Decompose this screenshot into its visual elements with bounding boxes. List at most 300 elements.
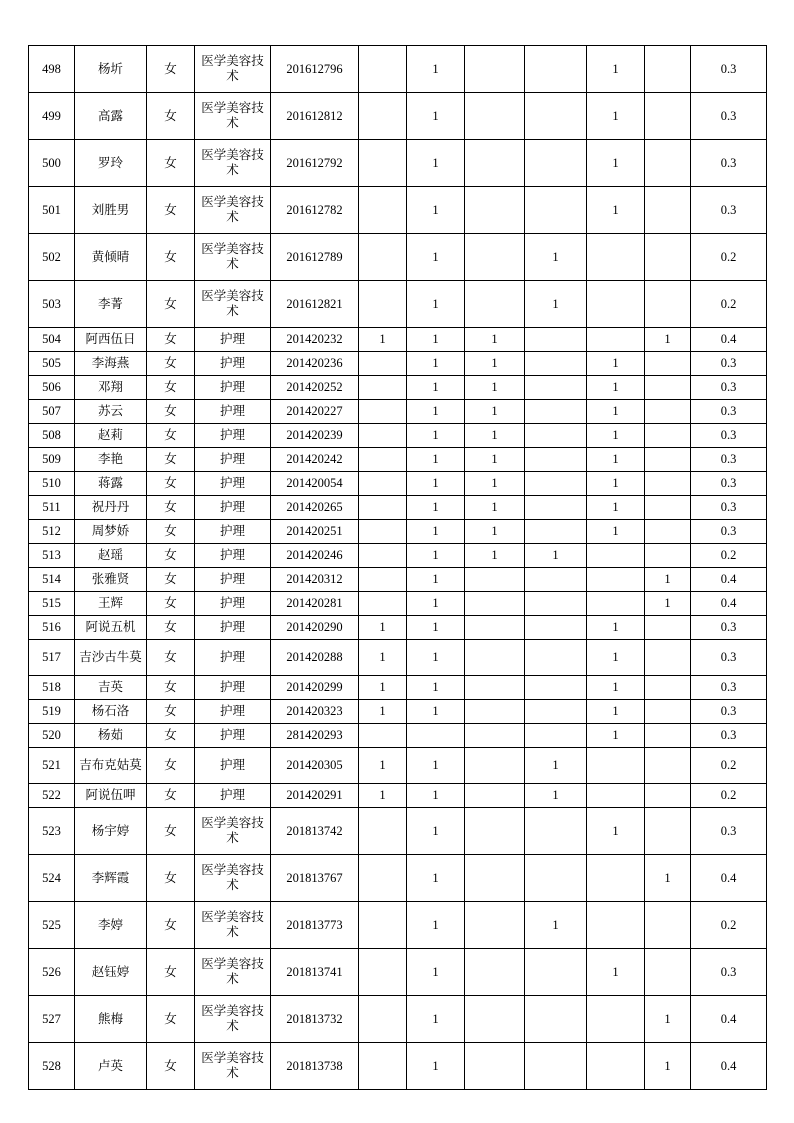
mark-col-6 — [645, 520, 691, 544]
mark-col-2: 1 — [407, 544, 465, 568]
mark-col-6 — [645, 748, 691, 784]
mark-col-6 — [645, 949, 691, 996]
mark-col-5: 1 — [587, 352, 645, 376]
mark-col-6 — [645, 234, 691, 281]
student-sex: 女 — [147, 234, 195, 281]
mark-col-2: 1 — [407, 1043, 465, 1090]
row-index: 519 — [29, 700, 75, 724]
student-id: 201612782 — [271, 187, 359, 234]
score-value: 0.3 — [691, 700, 767, 724]
student-sex: 女 — [147, 616, 195, 640]
mark-col-3 — [465, 568, 525, 592]
student-major: 医学美容技术 — [195, 902, 271, 949]
mark-col-3: 1 — [465, 472, 525, 496]
mark-col-4 — [525, 616, 587, 640]
mark-col-1: 1 — [359, 748, 407, 784]
mark-col-1 — [359, 568, 407, 592]
table-row — [29, 724, 767, 748]
student-sex: 女 — [147, 496, 195, 520]
student-name: 阿说五机 — [75, 616, 147, 640]
mark-col-5 — [587, 748, 645, 784]
score-value: 0.3 — [691, 949, 767, 996]
mark-col-6 — [645, 700, 691, 724]
score-value: 0.2 — [691, 902, 767, 949]
student-name: 张雅贤 — [75, 568, 147, 592]
mark-col-4 — [525, 328, 587, 352]
mark-col-4 — [525, 724, 587, 748]
mark-col-4: 1 — [525, 234, 587, 281]
mark-col-4 — [525, 640, 587, 676]
student-sex: 女 — [147, 724, 195, 748]
mark-col-6 — [645, 808, 691, 855]
mark-col-6 — [645, 616, 691, 640]
student-id: 201420288 — [271, 640, 359, 676]
student-major: 医学美容技术 — [195, 996, 271, 1043]
row-index: 511 — [29, 496, 75, 520]
student-name: 卢英 — [75, 1043, 147, 1090]
mark-col-5: 1 — [587, 376, 645, 400]
mark-col-5 — [587, 568, 645, 592]
mark-col-4: 1 — [525, 902, 587, 949]
row-index: 516 — [29, 616, 75, 640]
student-major: 护理 — [195, 496, 271, 520]
student-id: 201420242 — [271, 448, 359, 472]
row-index: 509 — [29, 448, 75, 472]
mark-col-2: 1 — [407, 234, 465, 281]
student-name: 高露 — [75, 93, 147, 140]
mark-col-3 — [465, 902, 525, 949]
row-index: 522 — [29, 784, 75, 808]
mark-col-2: 1 — [407, 949, 465, 996]
row-index: 515 — [29, 592, 75, 616]
table-row — [29, 234, 767, 281]
mark-col-3: 1 — [465, 448, 525, 472]
row-index: 505 — [29, 352, 75, 376]
mark-col-5 — [587, 544, 645, 568]
mark-col-5: 1 — [587, 46, 645, 93]
mark-col-1 — [359, 448, 407, 472]
mark-col-6 — [645, 472, 691, 496]
table-row — [29, 140, 767, 187]
row-index: 499 — [29, 93, 75, 140]
mark-col-4 — [525, 424, 587, 448]
mark-col-3: 1 — [465, 328, 525, 352]
score-value: 0.3 — [691, 448, 767, 472]
mark-col-1 — [359, 902, 407, 949]
mark-col-6 — [645, 140, 691, 187]
mark-col-4: 1 — [525, 544, 587, 568]
table-row — [29, 902, 767, 949]
student-sex: 女 — [147, 949, 195, 996]
mark-col-3 — [465, 616, 525, 640]
mark-col-5 — [587, 234, 645, 281]
score-value: 0.3 — [691, 496, 767, 520]
table-row — [29, 949, 767, 996]
mark-col-3 — [465, 1043, 525, 1090]
table-row — [29, 46, 767, 93]
row-index: 513 — [29, 544, 75, 568]
mark-col-6 — [645, 544, 691, 568]
mark-col-2: 1 — [407, 855, 465, 902]
student-sex: 女 — [147, 352, 195, 376]
mark-col-3 — [465, 46, 525, 93]
mark-col-4 — [525, 520, 587, 544]
student-sex: 女 — [147, 700, 195, 724]
student-sex: 女 — [147, 1043, 195, 1090]
table-row — [29, 187, 767, 234]
mark-col-3: 1 — [465, 376, 525, 400]
mark-col-2: 1 — [407, 424, 465, 448]
row-index: 510 — [29, 472, 75, 496]
mark-col-4 — [525, 855, 587, 902]
table-row — [29, 700, 767, 724]
student-sex: 女 — [147, 592, 195, 616]
row-index: 501 — [29, 187, 75, 234]
mark-col-1: 1 — [359, 640, 407, 676]
mark-col-2: 1 — [407, 592, 465, 616]
score-value: 0.4 — [691, 996, 767, 1043]
mark-col-5 — [587, 784, 645, 808]
student-name: 李菁 — [75, 281, 147, 328]
row-index: 503 — [29, 281, 75, 328]
student-id: 201612792 — [271, 140, 359, 187]
row-index: 498 — [29, 46, 75, 93]
mark-col-6 — [645, 424, 691, 448]
mark-col-3 — [465, 640, 525, 676]
student-name: 熊梅 — [75, 996, 147, 1043]
mark-col-3 — [465, 949, 525, 996]
mark-col-5: 1 — [587, 808, 645, 855]
mark-col-4 — [525, 140, 587, 187]
student-major: 医学美容技术 — [195, 1043, 271, 1090]
score-value: 0.3 — [691, 472, 767, 496]
score-value: 0.4 — [691, 328, 767, 352]
student-sex: 女 — [147, 808, 195, 855]
mark-col-4 — [525, 592, 587, 616]
row-index: 504 — [29, 328, 75, 352]
score-value: 0.3 — [691, 676, 767, 700]
mark-col-5 — [587, 855, 645, 902]
student-id: 201420291 — [271, 784, 359, 808]
student-name: 蒋露 — [75, 472, 147, 496]
mark-col-1 — [359, 855, 407, 902]
student-major: 医学美容技术 — [195, 281, 271, 328]
student-name: 刘胜男 — [75, 187, 147, 234]
score-value: 0.4 — [691, 1043, 767, 1090]
score-value: 0.2 — [691, 784, 767, 808]
table-row — [29, 93, 767, 140]
mark-col-4 — [525, 1043, 587, 1090]
mark-col-1: 1 — [359, 616, 407, 640]
mark-col-6 — [645, 93, 691, 140]
score-value: 0.3 — [691, 400, 767, 424]
student-name: 杨茹 — [75, 724, 147, 748]
student-id: 201813738 — [271, 1043, 359, 1090]
student-name: 杨石洛 — [75, 700, 147, 724]
mark-col-1: 1 — [359, 700, 407, 724]
mark-col-4 — [525, 187, 587, 234]
mark-col-5 — [587, 996, 645, 1043]
table-row — [29, 676, 767, 700]
student-id: 201420227 — [271, 400, 359, 424]
student-id: 201612812 — [271, 93, 359, 140]
table-row — [29, 448, 767, 472]
row-index: 527 — [29, 996, 75, 1043]
mark-col-2: 1 — [407, 496, 465, 520]
mark-col-2: 1 — [407, 520, 465, 544]
mark-col-1 — [359, 352, 407, 376]
student-name: 李海燕 — [75, 352, 147, 376]
mark-col-4 — [525, 376, 587, 400]
mark-col-1 — [359, 472, 407, 496]
student-name: 吉布克姑莫 — [75, 748, 147, 784]
mark-col-4 — [525, 996, 587, 1043]
student-major: 医学美容技术 — [195, 234, 271, 281]
student-name: 周梦娇 — [75, 520, 147, 544]
student-major: 护理 — [195, 592, 271, 616]
mark-col-5: 1 — [587, 496, 645, 520]
mark-col-3 — [465, 592, 525, 616]
table-row — [29, 544, 767, 568]
student-major: 护理 — [195, 472, 271, 496]
table-row — [29, 328, 767, 352]
student-id: 201612796 — [271, 46, 359, 93]
student-sex: 女 — [147, 902, 195, 949]
student-major: 医学美容技术 — [195, 140, 271, 187]
student-id: 201420305 — [271, 748, 359, 784]
mark-col-2: 1 — [407, 46, 465, 93]
mark-col-5: 1 — [587, 472, 645, 496]
student-name: 阿西伍日 — [75, 328, 147, 352]
student-major: 护理 — [195, 568, 271, 592]
mark-col-5: 1 — [587, 640, 645, 676]
mark-col-5 — [587, 1043, 645, 1090]
student-name: 王辉 — [75, 592, 147, 616]
student-id: 201420299 — [271, 676, 359, 700]
mark-col-4 — [525, 448, 587, 472]
mark-col-1 — [359, 996, 407, 1043]
student-sex: 女 — [147, 93, 195, 140]
mark-col-3 — [465, 855, 525, 902]
mark-col-6 — [645, 376, 691, 400]
student-id: 201420290 — [271, 616, 359, 640]
score-value: 0.2 — [691, 281, 767, 328]
mark-col-2: 1 — [407, 902, 465, 949]
student-sex: 女 — [147, 676, 195, 700]
student-major: 护理 — [195, 616, 271, 640]
mark-col-6: 1 — [645, 1043, 691, 1090]
mark-col-6 — [645, 902, 691, 949]
mark-col-2: 1 — [407, 281, 465, 328]
mark-col-2: 1 — [407, 93, 465, 140]
mark-col-3 — [465, 234, 525, 281]
mark-col-5: 1 — [587, 448, 645, 472]
student-sex: 女 — [147, 140, 195, 187]
mark-col-5: 1 — [587, 520, 645, 544]
score-value: 0.2 — [691, 748, 767, 784]
mark-col-2: 1 — [407, 376, 465, 400]
table-row — [29, 568, 767, 592]
mark-col-6: 1 — [645, 592, 691, 616]
mark-col-5 — [587, 281, 645, 328]
row-index: 507 — [29, 400, 75, 424]
student-major: 护理 — [195, 376, 271, 400]
student-major: 医学美容技术 — [195, 46, 271, 93]
student-sex: 女 — [147, 640, 195, 676]
row-index: 524 — [29, 855, 75, 902]
score-value: 0.3 — [691, 724, 767, 748]
student-major: 护理 — [195, 748, 271, 784]
student-name: 杨圻 — [75, 46, 147, 93]
student-sex: 女 — [147, 328, 195, 352]
mark-col-3 — [465, 724, 525, 748]
mark-col-2: 1 — [407, 676, 465, 700]
table-row — [29, 376, 767, 400]
mark-col-5: 1 — [587, 700, 645, 724]
student-name: 李艳 — [75, 448, 147, 472]
score-value: 0.3 — [691, 352, 767, 376]
student-id: 201420281 — [271, 592, 359, 616]
student-name: 李婷 — [75, 902, 147, 949]
score-value: 0.3 — [691, 93, 767, 140]
mark-col-6 — [645, 352, 691, 376]
student-name: 李辉霞 — [75, 855, 147, 902]
student-sex: 女 — [147, 448, 195, 472]
student-id: 201813732 — [271, 996, 359, 1043]
student-id: 201420251 — [271, 520, 359, 544]
table-row — [29, 281, 767, 328]
mark-col-6: 1 — [645, 855, 691, 902]
student-sex: 女 — [147, 568, 195, 592]
mark-col-3 — [465, 676, 525, 700]
student-name: 杨宇婷 — [75, 808, 147, 855]
row-index: 525 — [29, 902, 75, 949]
student-id: 201420246 — [271, 544, 359, 568]
mark-col-2: 1 — [407, 748, 465, 784]
mark-col-1 — [359, 234, 407, 281]
row-index: 508 — [29, 424, 75, 448]
mark-col-5: 1 — [587, 140, 645, 187]
score-value: 0.4 — [691, 855, 767, 902]
student-name: 赵钰婷 — [75, 949, 147, 996]
student-sex: 女 — [147, 376, 195, 400]
mark-col-5 — [587, 902, 645, 949]
score-value: 0.3 — [691, 376, 767, 400]
mark-col-1 — [359, 496, 407, 520]
mark-col-5: 1 — [587, 616, 645, 640]
table-row — [29, 640, 767, 676]
mark-col-3 — [465, 996, 525, 1043]
student-major: 护理 — [195, 400, 271, 424]
student-id: 201813773 — [271, 902, 359, 949]
student-major: 医学美容技术 — [195, 949, 271, 996]
mark-col-3 — [465, 784, 525, 808]
mark-col-3 — [465, 281, 525, 328]
mark-col-4 — [525, 676, 587, 700]
row-index: 523 — [29, 808, 75, 855]
mark-col-3 — [465, 700, 525, 724]
student-name: 祝丹丹 — [75, 496, 147, 520]
mark-col-4 — [525, 568, 587, 592]
mark-col-2: 1 — [407, 187, 465, 234]
student-name: 阿说伍呷 — [75, 784, 147, 808]
mark-col-4 — [525, 400, 587, 424]
score-value: 0.3 — [691, 424, 767, 448]
table-row — [29, 472, 767, 496]
student-major: 医学美容技术 — [195, 93, 271, 140]
mark-col-1 — [359, 808, 407, 855]
mark-col-2: 1 — [407, 568, 465, 592]
mark-col-4: 1 — [525, 784, 587, 808]
mark-col-4 — [525, 93, 587, 140]
table-row — [29, 855, 767, 902]
mark-col-6: 1 — [645, 328, 691, 352]
mark-col-1 — [359, 281, 407, 328]
mark-col-1: 1 — [359, 328, 407, 352]
student-major: 医学美容技术 — [195, 808, 271, 855]
table-row — [29, 748, 767, 784]
student-id: 201420323 — [271, 700, 359, 724]
student-id: 201420232 — [271, 328, 359, 352]
mark-col-1 — [359, 724, 407, 748]
mark-col-6 — [645, 496, 691, 520]
mark-col-5 — [587, 328, 645, 352]
student-sex: 女 — [147, 472, 195, 496]
mark-col-4 — [525, 949, 587, 996]
student-major: 护理 — [195, 352, 271, 376]
mark-col-2: 1 — [407, 700, 465, 724]
student-major: 护理 — [195, 424, 271, 448]
table-row — [29, 784, 767, 808]
mark-col-2 — [407, 724, 465, 748]
mark-col-5: 1 — [587, 949, 645, 996]
student-roster-table — [28, 45, 767, 1090]
mark-col-3: 1 — [465, 352, 525, 376]
table-row — [29, 424, 767, 448]
mark-col-6 — [645, 448, 691, 472]
score-value: 0.3 — [691, 187, 767, 234]
student-major: 护理 — [195, 328, 271, 352]
student-sex: 女 — [147, 748, 195, 784]
row-index: 520 — [29, 724, 75, 748]
student-sex: 女 — [147, 784, 195, 808]
student-major: 护理 — [195, 544, 271, 568]
student-name: 邓翔 — [75, 376, 147, 400]
mark-col-6 — [645, 784, 691, 808]
mark-col-5: 1 — [587, 187, 645, 234]
mark-col-6 — [645, 187, 691, 234]
mark-col-1 — [359, 93, 407, 140]
roster-body — [29, 46, 767, 1090]
table-row — [29, 352, 767, 376]
score-value: 0.3 — [691, 46, 767, 93]
student-id: 201813741 — [271, 949, 359, 996]
mark-col-3: 1 — [465, 544, 525, 568]
mark-col-6 — [645, 676, 691, 700]
row-index: 521 — [29, 748, 75, 784]
mark-col-1 — [359, 520, 407, 544]
mark-col-4 — [525, 808, 587, 855]
mark-col-2: 1 — [407, 996, 465, 1043]
student-name: 苏云 — [75, 400, 147, 424]
row-index: 526 — [29, 949, 75, 996]
student-major: 医学美容技术 — [195, 855, 271, 902]
mark-col-6 — [645, 640, 691, 676]
mark-col-1 — [359, 544, 407, 568]
mark-col-1 — [359, 46, 407, 93]
mark-col-1: 1 — [359, 676, 407, 700]
table-row — [29, 1043, 767, 1090]
